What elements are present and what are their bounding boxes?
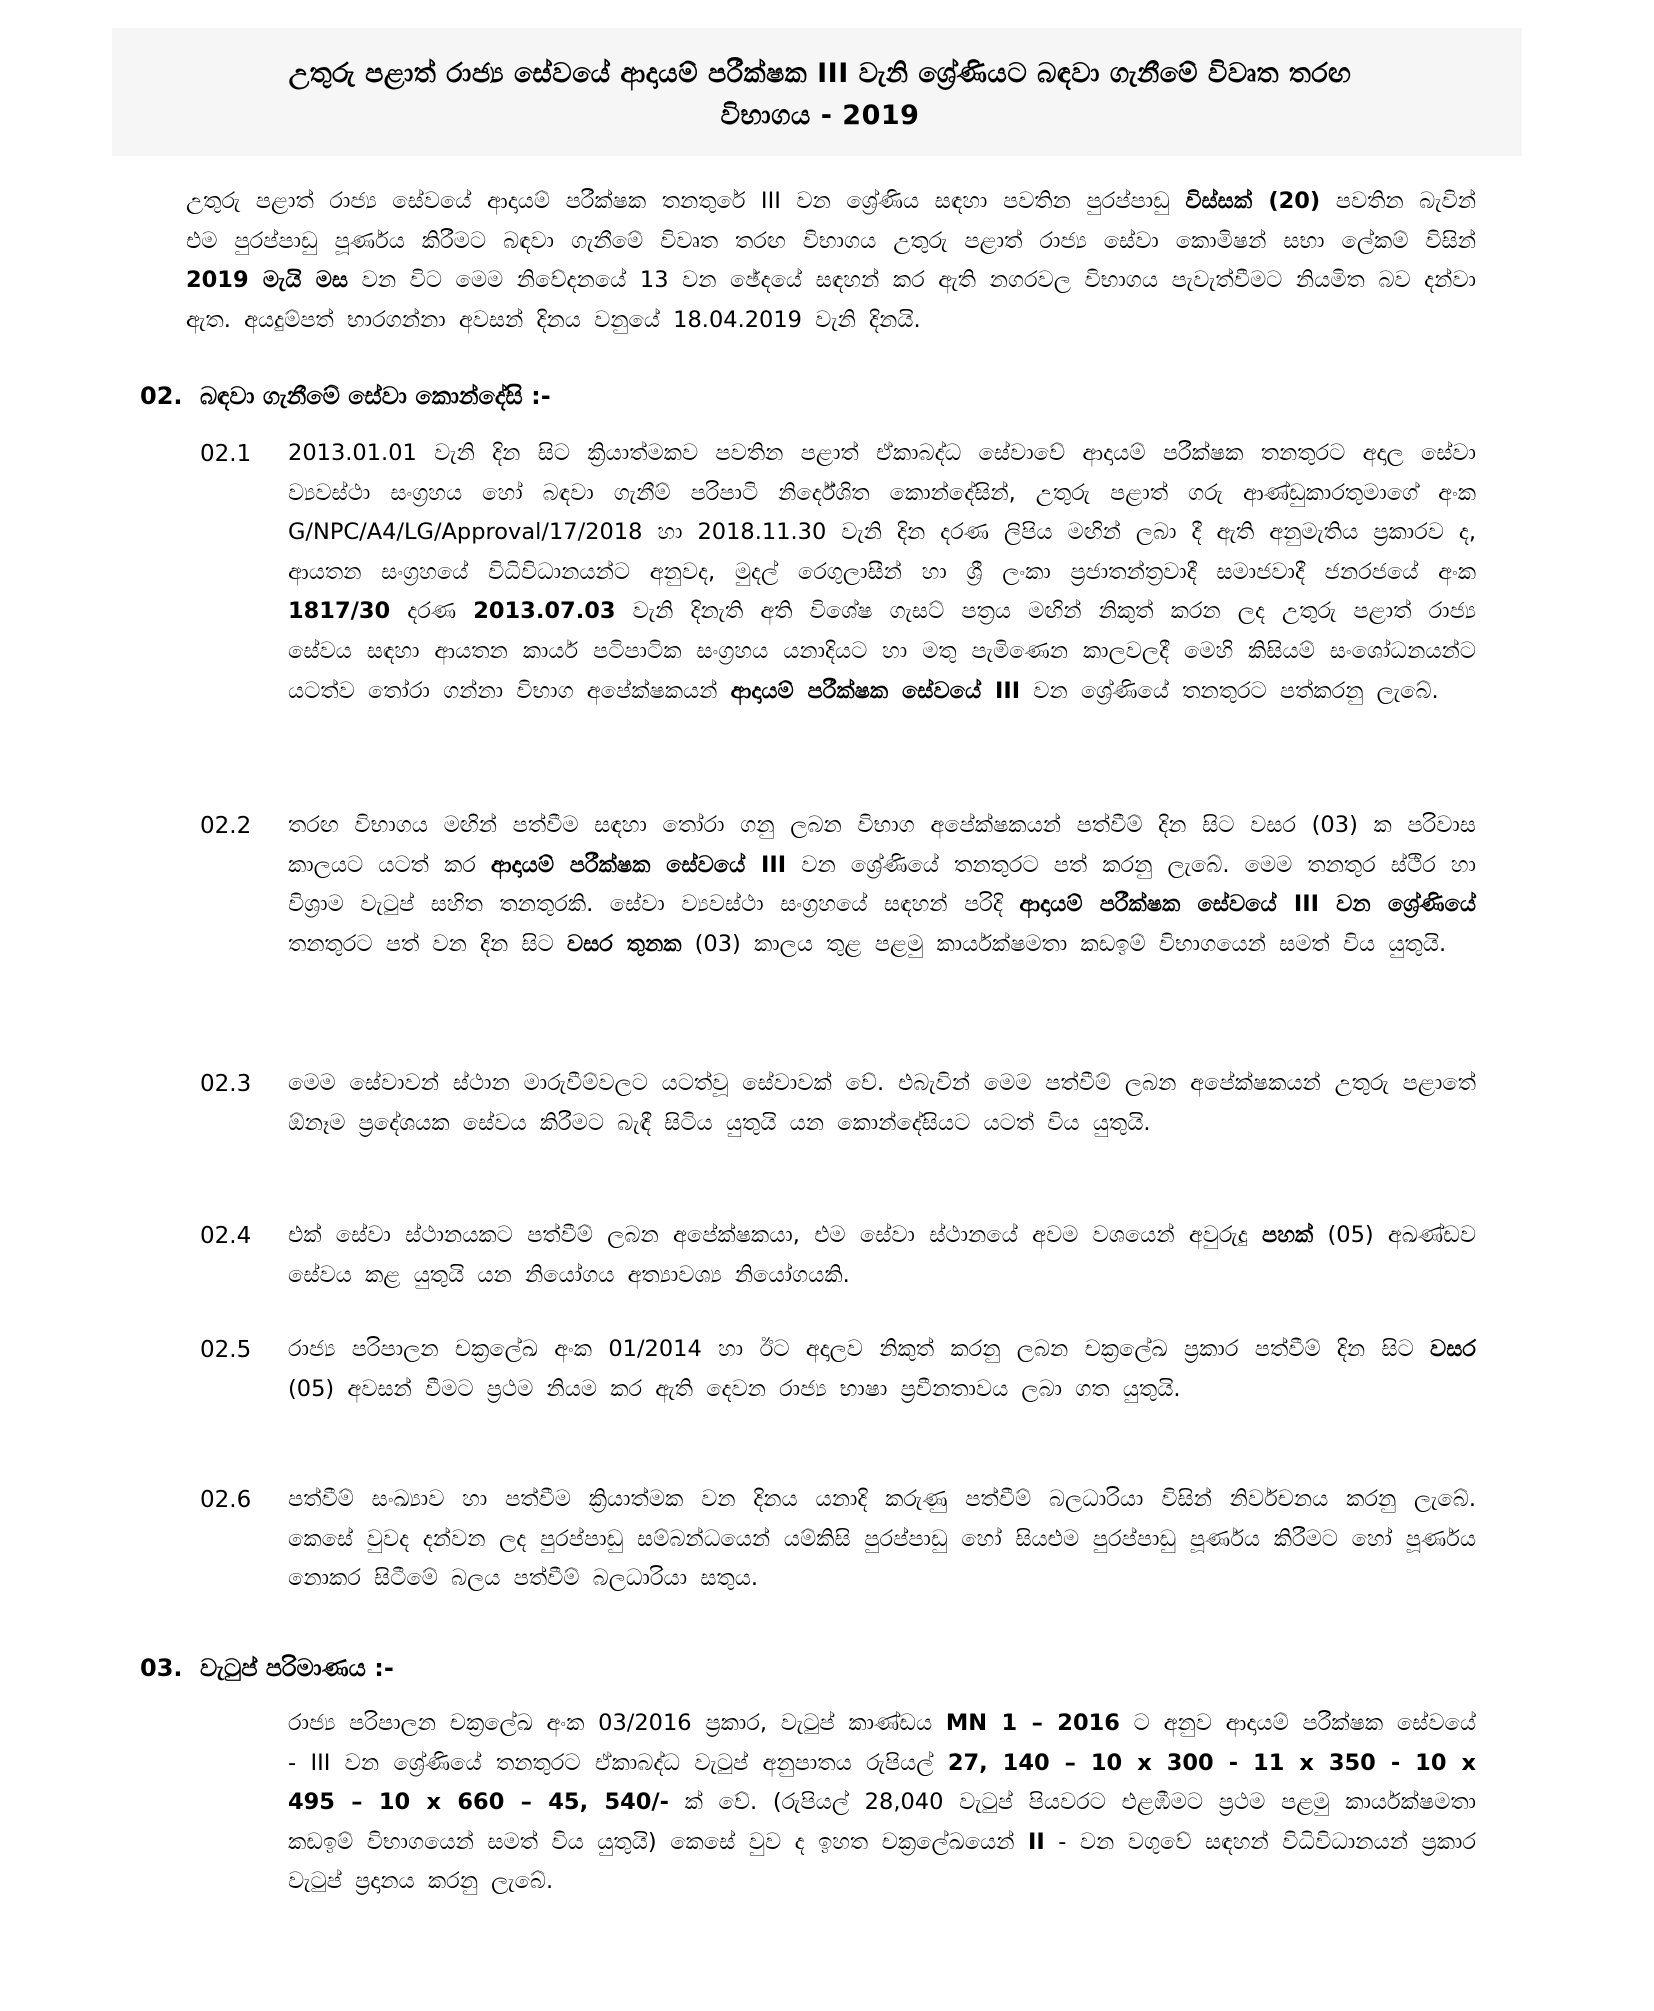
item-02-6-number: 02.6 — [200, 1487, 252, 1513]
item-02-4-text-1: එක් සේවා ස්ථානයකට පත්වීම් ලබන අපේක්ෂකයා, එම සේවා ස්ථානයේ අවම වශයෙන් අවුරුදු — [288, 1222, 1262, 1248]
salary-text-2: ට අනුව ආදායම් පරීක්ෂක සේවයේ - III වන ශ්‍රේණියේ තනතුරට ඒකාබද්ධ වැටුප් අනුපාතය රුපියල් — [288, 1710, 1477, 1776]
document-title-line-2: විභාගය - 2019 — [720, 100, 920, 131]
item-02-1-bold-2: 2013.07.03 — [473, 598, 616, 625]
item-02-2-text-4: (03) කාලය තුළ පළමු කාර්යක්ෂමතා කඩඉම් විභාගයෙන් සමත් විය යුතුයි. — [681, 930, 1447, 957]
salary-bold-code: MN 1 – 2016 — [945, 1710, 1120, 1736]
item-02-5-number: 02.5 — [200, 1337, 252, 1363]
item-02-1-bold-3: ආදායම් පරීක්ෂක සේවයේ III — [730, 677, 1021, 704]
item-02-1-text-4: වන ශ්‍රේණියේ තනතුරට පත්කරනු ලැබේ. — [1020, 677, 1439, 704]
intro-text-2: පවතින බැවින් එම පුරප්පාඩු පූර්ණය කිරීමට බඳවා ගැනීමේ විවෘත තරඟ විභාගය උතුරු පළාත් රාජ්‍ය සේවා කොමිෂන් සභා ලේකම් විසින් — [186, 188, 1476, 254]
intro-bold-date: 2019 මැයි මස — [186, 267, 349, 294]
intro-paragraph — [186, 182, 1476, 340]
item-02-1-number: 02.1 — [200, 441, 252, 467]
item-02-2-number: 02.2 — [200, 813, 252, 839]
item-02-2-bold-3: වසර තුනක — [566, 930, 682, 957]
section-03-body — [288, 1704, 1476, 1902]
intro-bold-vacancies: විස්සක් (20) — [1185, 188, 1321, 214]
item-02-2-text-3: තනතුරට පත් වන දින සිට — [288, 930, 567, 957]
document-title-line-1: උතුරු පළාත් රාජ්‍ය සේවයේ ආදායම් පරීක්ෂක III වැනි ශ්‍රේණියට බඳවා ගැනීමේ විවෘත තරඟ — [288, 58, 1352, 89]
intro-text-1: උතුරු පළාත් රාජ්‍ය සේවයේ ආදායම් පරීක්ෂක තනතුරේ III වන ශ්‍රේණිය සඳහා පවතින පුරප්පාඩු — [186, 188, 1186, 214]
item-02-1-bold-1: 1817/30 — [288, 598, 391, 625]
salary-bold-scale: 27, 140 – 10 x 300 - 11 x 350 - 10 x 495 – 10 x 660 – 45, 540/- — [288, 1749, 1477, 1816]
salary-text-3: ක් වේ. (රුපියල් 28,040 වැටුප් පියවරට එළඹීමට ප්‍රථම පළමු කාර්යක්ෂමතා කඩඉම් විභාගයෙන් සමත් විය යුතුයි) කෙසේ වුව ද ඉහත චක්‍රලේඛයෙන් — [288, 1789, 1476, 1855]
item-02-3-body — [288, 1064, 1476, 1143]
item-02-3-text-1: මෙම සේවාවන් ස්ථාන මාරුවීම්වලට යටත්වූ සේවාවක් වේ. එබැවින් මෙම පත්වීම් ලබන අපේක්ෂකයන් උතුරු පළාතේ ඕනෑම ප්‍රදේශයක සේවය කිරීමට බැඳී සිටිය යුතුයි යන කොන්දේසියට යටත් විය යුතුයි. — [288, 1070, 1476, 1136]
item-02-4-number: 02.4 — [200, 1223, 252, 1249]
item-02-2-text-1: තරඟ විභාගය මඟින් පත්වීම සඳහා තෝරා ගනු ලබන විභාග අපේක්ෂකයන් පත්වීම් දින සිට වසර (03) ක පරිවාස කාලයට යටත් කර — [288, 812, 1476, 878]
item-02-5-text-1: රාජ්‍ය පරිපාලන චක්‍රලේඛ අංක 01/2014 හා ඊට අදාලව නිකුත් කරනු ලබන චක්‍රලේඛ ප්‍රකාර පත්වීම් දින සිට — [288, 1336, 1431, 1362]
item-02-5-bold-1: වසර — [1430, 1336, 1476, 1362]
section-02-number: 02. — [140, 382, 183, 410]
item-02-1-body — [288, 434, 1476, 711]
salary-text-1: රාජ්‍ය පරිපාලන චක්‍රලේඛ අංක 03/2016 ප්‍රකාර, වැටුප් කාණ්ඩය — [288, 1710, 946, 1736]
salary-text-4: - වන වගුවේ සඳහන් විධිවිධානයන් ප්‍රකාර වැටුප් ප්‍රදානය කරනු ලැබේ. — [288, 1828, 1476, 1895]
item-02-2-text-2: වන ශ්‍රේණියේ තනතුරට පත් කරනු ලැබේ. මෙම තනතුර ස්ථිර හා විශ්‍රාම වැටුප් සහිත තනතුරකි. සේවා ව්‍යවස්ථා සංග්‍රහයේ සඳහන් පරිදි — [288, 851, 1476, 918]
salary-bold-table: II — [1027, 1828, 1045, 1855]
item-02-5-body — [288, 1330, 1476, 1409]
item-02-4-bold-1: පහක් — [1261, 1222, 1314, 1248]
intro-text-3: වන විට මෙම නිවේදනයේ 13 වන ඡේදයේ සඳහන් කර ඇති නගරවල විභාගය පැවැත්වීමට නියමිත බව දන්වා ඇත. අයදුම්පත් භාරගන්නා අවසන් දිනය වනුයේ 18.04.2019 වැනි දිනයි. — [186, 267, 1476, 333]
item-02-5-text-2: (05) අවසන් වීමට ප්‍රථම නියම කර ඇති දෙවන රාජ්‍ය භාෂා ප්‍රවීනතාවය ලබා ගත යුතුයි. — [288, 1375, 1181, 1402]
item-02-2-bold-2: ආදායම් පරීක්ෂක සේවයේ III වන ශ්‍රේණියේ — [1019, 891, 1476, 918]
item-02-4-text-2: (05) අඛණ්ඩව සේවය කළ යුතුයි යන නියෝගය අත්‍යාවශ්‍ය නියෝගයකි. — [288, 1222, 1476, 1288]
section-03-number: 03. — [140, 1654, 183, 1682]
section-02-title: බඳවා ගැනීමේ සේවා කොන්දේසි :- — [200, 382, 551, 410]
item-02-1-text-3: වැනි දිනැති අති විශේෂ ගැසට් පත්‍රය මඟින් නිකුත් කරන ලද උතුරු පළාත් රාජ්‍ය සේවය සඳහා ආයතන කාර්ය පටිපාටික සංග්‍රහය යනාදියට හා මතු පැමිණෙන කාලවලදී මෙහි කිසියම් සංශෝධනයන්ට යටත්ව තෝරා ගන්නා විභාග අපේක්ෂකයන් — [288, 598, 1476, 704]
item-02-2-body — [288, 806, 1476, 964]
item-02-2-bold-1: ආදායම් පරීක්ෂක සේවයේ III — [490, 851, 787, 878]
item-02-4-body — [288, 1216, 1476, 1295]
item-02-1-text-1: 2013.01.01 වැනි දින සිට ක්‍රියාත්මකව පවතින පළාත් ඒකාබද්ධ සේවාවේ ආදායම් පරීක්ෂක තනතුරට අදාල සේවා ව්‍යවස්ථා සංග්‍රහය හෝ බඳවා ගැනීම් පරිපාටි නිර්දේශිත කොන්දේසින්, උතුරු පළාත් ගරු ආණ්ඩුකාරතුමාගේ අංක G/NPC/A4/LG/Approval/17/2018 හා 2018.11.30 වැනි දින දරණ ලිපිය මඟින් ලබා දී ඇති අනුමැතිය ප්‍රකාරව ද, ආයතන සංග්‍රහයේ විධිවිධානයන්ට අනුවද, මුදල් රෙගුලාසීන් හා ශ්‍රී ලංකා ප්‍රජාතන්ත්‍රවාදී සමාජවාදී ජනරජයේ අංක — [288, 440, 1476, 585]
item-02-3-number: 02.3 — [200, 1071, 252, 1097]
item-02-6-text-1: පත්වීම් සංඛ්‍යාව හා පත්වීම ක්‍රියාත්මක වන දිනය යනාදි කරුණු පත්වීම් බලධාරියා විසින් නිර්වචනය කරනු ලැබේ. කෙසේ වුවද දන්වන ලද පුරප්පාඩු සම්බන්ධයෙන් යම්කිසි පුරප්පාඩු හෝ සියළුම පුරප්පාඩු පූර්ණය කිරීමට හෝ පූර්ණය නොකර සිටීමේ බලය පත්වීම් බලධාරියා සතුය. — [288, 1486, 1476, 1592]
item-02-6-body — [288, 1480, 1476, 1599]
section-03-title: වැටුප් පරිමාණය :- — [200, 1654, 394, 1682]
item-02-1-text-2: දරණ — [390, 598, 474, 625]
